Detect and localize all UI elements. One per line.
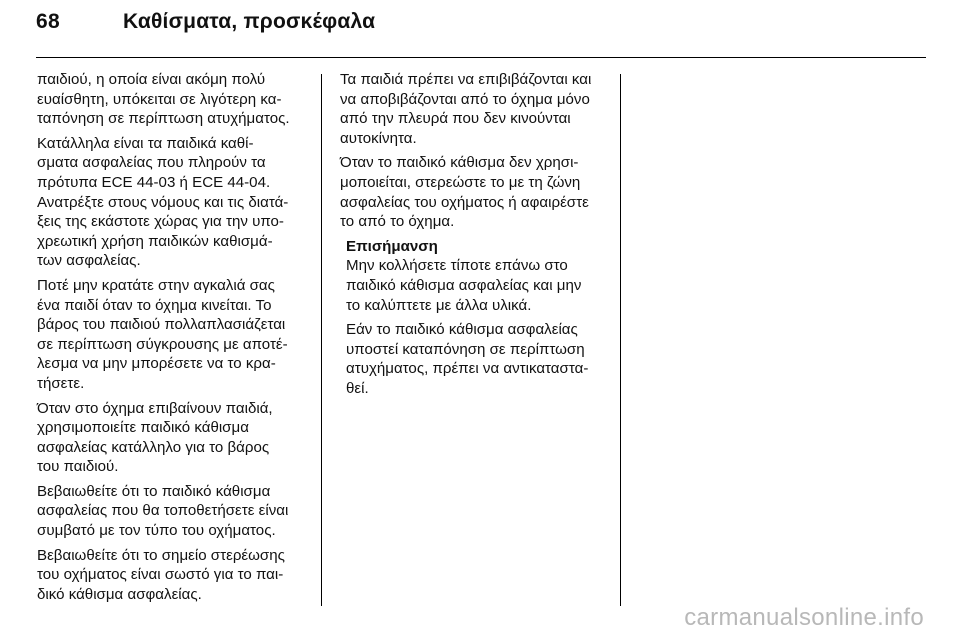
text-line: σματα ασφαλείας που πληρούν τα (37, 154, 266, 172)
text-line: ασφαλείας που θα τοποθετήσετε είναι (37, 502, 289, 520)
text-line: Ανατρέξτε στους νόμους και τις διατά- (37, 193, 289, 211)
right-column (340, 70, 608, 404)
text-line: πρότυπα ECE 44-03 ή ECE 44-04. (37, 173, 271, 191)
text-line: το καλύπτετε με άλλα υλικά. (346, 296, 532, 314)
text-line: μοποιείται, στερεώστε το με τη ζώνη (340, 173, 581, 191)
page-title: Καθίσματα, προσκέφαλα (123, 10, 376, 33)
text-line: ατυχήματος, πρέπει να αντικαταστα- (346, 360, 589, 378)
text-line: Βεβαιωθείτε ότι το σημείο στερέωσης (37, 546, 285, 564)
paragraph (37, 276, 317, 394)
text-line: παιδιού, η οποία είναι ακόμη πολύ (37, 71, 266, 88)
header-rule (36, 57, 926, 58)
paragraph (340, 70, 608, 148)
text-line: ξεις της εκάστοτε χώρας για την υπο- (37, 213, 284, 231)
text-line: Όταν στο όχημα επιβαίνουν παιδιά, (37, 399, 273, 417)
paragraph (37, 546, 317, 605)
text-line: από την πλευρά που δεν κινούνται (340, 110, 571, 128)
text-line: των ασφαλείας. (37, 252, 141, 270)
paragraph (37, 134, 317, 271)
text-line: Βεβαιωθείτε ότι το παιδικό κάθισμα (37, 482, 271, 500)
text-line: Όταν το παιδικό κάθισμα δεν χρησι- (340, 154, 579, 172)
text-line: να αποβιβάζονται από το όχημα μόνο (340, 90, 590, 108)
text-line: χρησιμοποιείτε παιδικό κάθισμα (37, 419, 249, 437)
column-divider-right (620, 74, 621, 606)
text-line: συμβατό με τον τύπο του οχήματος. (37, 522, 276, 540)
text-line: Κατάλληλα είναι τα παιδικά καθί- (37, 134, 254, 152)
watermark: carmanualsonline.info (684, 604, 924, 631)
notice-paragraphs (346, 256, 608, 398)
text-line: βάρος του παιδιού πολλαπλασιάζεται (37, 316, 286, 334)
text-line: δικό κάθισμα ασφαλείας. (37, 585, 202, 603)
text-line: Εάν το παιδικό κάθισμα ασφαλείας (346, 321, 578, 339)
text-line: παιδικό κάθισμα ασφαλείας και μην (346, 276, 582, 294)
paragraph (37, 399, 317, 477)
text-line: υποστεί καταπόνηση σε περίπτωση (346, 340, 585, 358)
page-header (36, 10, 926, 50)
text-line: του οχήματος είναι σωστό για το παι- (37, 566, 284, 584)
text-line: ασφαλείας του οχήματος ή αφαιρέστε (340, 193, 589, 211)
text-line: ένα παιδί όταν το όχημα κινείται. Το (37, 296, 272, 314)
text-line: αυτοκίνητα. (340, 129, 417, 147)
text-line: ασφαλείας κατάλληλο για το βάρος (37, 438, 270, 456)
text-line: ευαίσθητη, υπόκειται σε λιγότερη κα- (37, 90, 282, 108)
paragraph (37, 482, 317, 541)
text-line: σε περίπτωση σύγκρουσης με αποτέ- (37, 335, 288, 353)
column-divider-left (321, 74, 322, 606)
text-line: του παιδιού. (37, 458, 119, 476)
text-line: χρεωτική χρήση παιδικών καθισμά- (37, 232, 273, 250)
notice-box (340, 237, 608, 399)
text-line: Τα παιδιά πρέπει να επιβιβάζονται και (340, 71, 592, 88)
text-line: τήσετε. (37, 374, 85, 392)
text-line: θεί. (346, 379, 369, 397)
left-column (37, 70, 317, 609)
page-number: 68 (36, 10, 60, 33)
paragraph (346, 256, 608, 315)
notice-heading: Επισήμανση (346, 237, 438, 255)
paragraph (37, 70, 317, 129)
paragraph (340, 153, 608, 231)
text-line: ταπόνηση σε περίπτωση ατυχήματος. (37, 110, 290, 128)
text-line: Μην κολλήσετε τίποτε επάνω στο (346, 257, 568, 275)
right-column-paragraphs (340, 70, 608, 232)
text-line: το από το όχημα. (340, 213, 455, 231)
text-line: Ποτέ μην κρατάτε στην αγκαλιά σας (37, 276, 275, 294)
paragraph (346, 320, 608, 398)
text-line: λεσμα να μην μπορέσετε να το κρα- (37, 355, 276, 373)
